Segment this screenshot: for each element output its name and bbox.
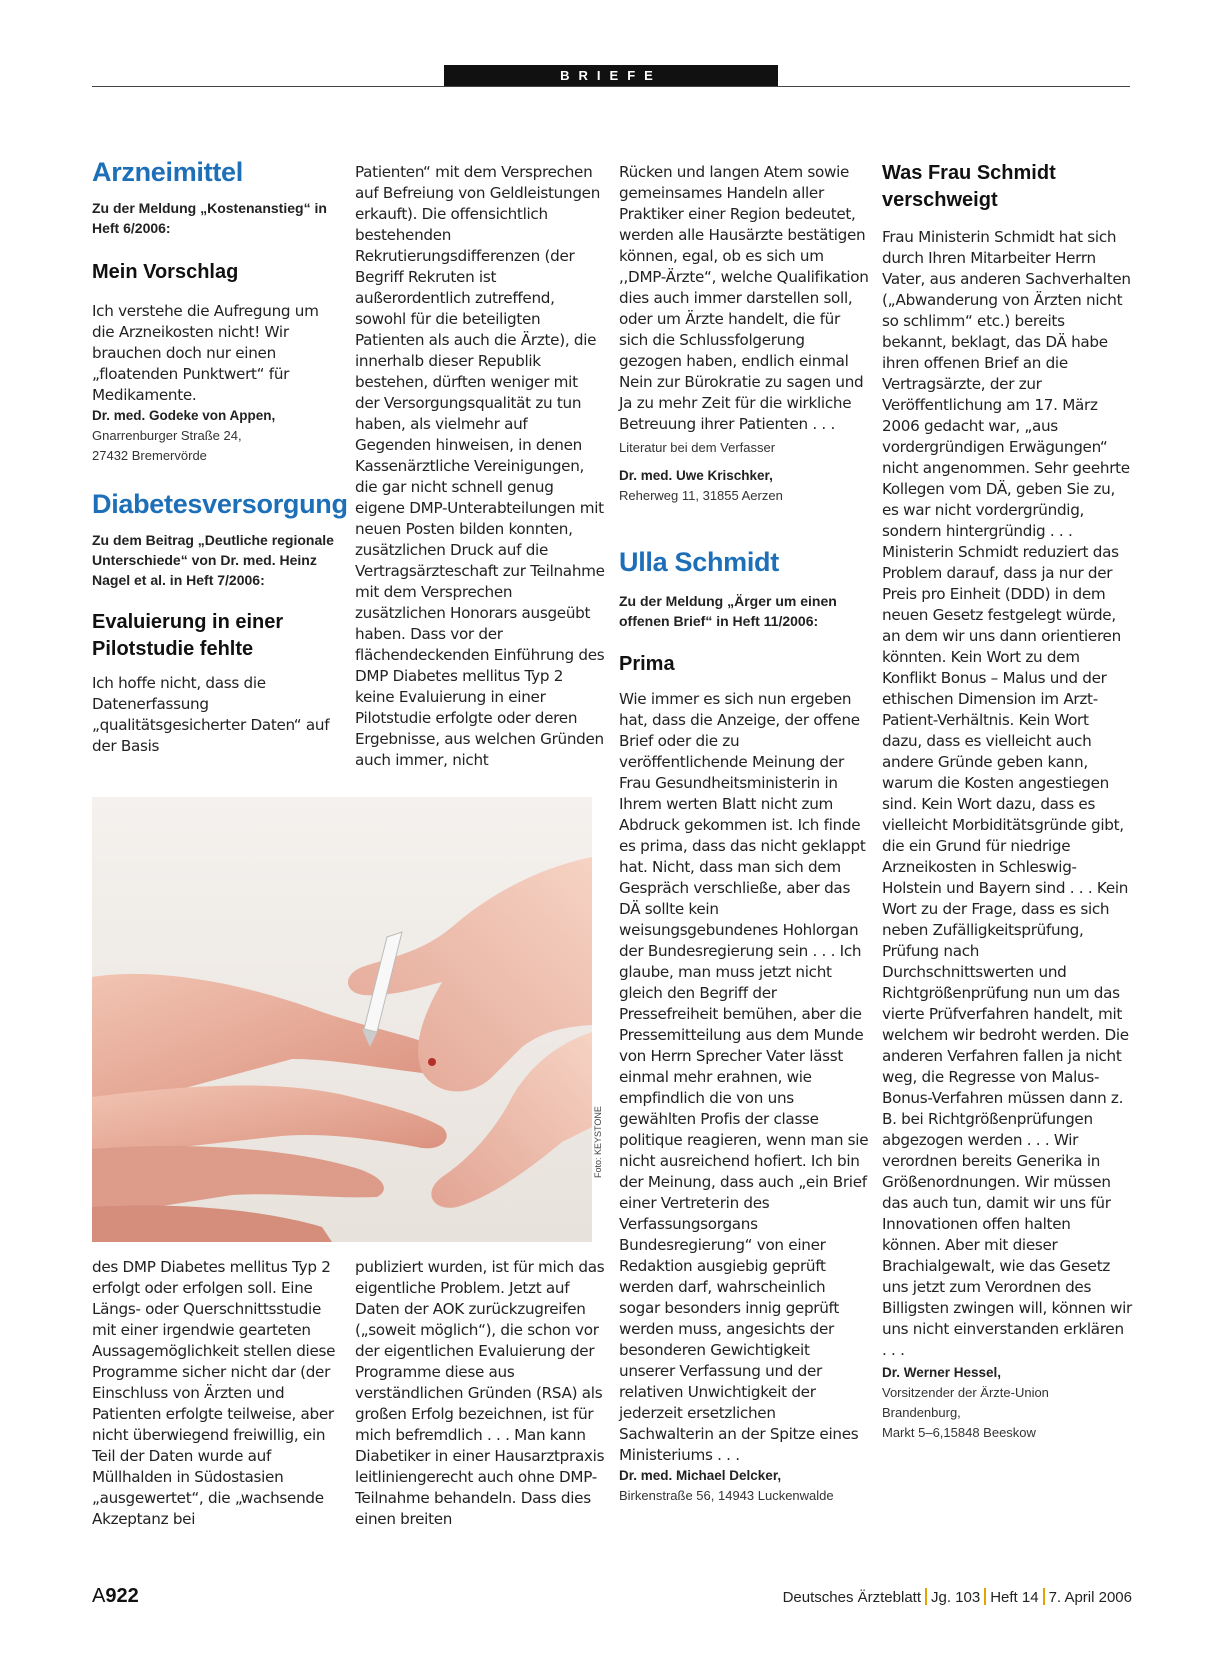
letter-body-continued: publiziert wurden, ist für mich das eigentliche Problem. Jetzt auf Daten der AOK zurückzugreifen („soweit möglich“), die schon vor der eigentlichen Evaluierung der Programme diese aus verständlichen Gründen (RSA) als großen Erfolg bezeichnen, ist für mich befremdlich . . . Man kann Diabetiker in einer Hausarztpraxis leitliniengerecht auch ohne DMP-Teilnahme behandeln. Dass dies einen breiten	[355, 1258, 605, 1528]
letter-body: Ich verstehe die Aufregung um die Arzneikosten nicht! Wir brauchen doch nur einen „floatenden Punktwert“ für Medikamente.	[92, 302, 319, 404]
letter-body: Wie immer es sich nun ergeben hat, dass die Anzeige, der offene Brief oder die zu veröffentlichende Meinung der Frau Gesundheitsministerin in Ihrem werten Blatt nicht zum Abdruck gekommen ist. Ich finde es prima, dass das nicht geklappt hat. Nicht, dass man sich dem Gespräch verschließe, aber das DÄ sollte kein weisungsgebundenes Hohlorgan der Bundesregierung sein . . . Ich glaube, man muss jetzt nicht gleich den Begriff der Pressefreiheit bemühen, aber die Pressemitteilung aus dem Munde von Herrn Sprecher Vater lässt einmal mehr erahnen, wie empfindlich die von uns gewählten Profis der classe politique reagieren, wenn man sie nicht ausreichend hofiert. Ich bin der Meinung, dass auch „ein Brief einer Vertreterin des Verfassungsorgans Bundesregierung“ von einer Redaktion ausgiebig geprüft werden darf, wahrscheinlich sogar besonders innig geprüft werden muss, angesichts der besonderen Gewichtigkeit unserer Verfassung und der relativen Unwichtigkeit der jederzeit ersetzlichen Sachwalterin an der Spitze eines Ministeriums . . .	[619, 690, 869, 1464]
journal-name: Deutsches Ärzteblatt	[782, 1589, 921, 1606]
separator	[925, 1588, 927, 1605]
author-address: Brandenburg,	[882, 1405, 961, 1420]
page-prefix: A	[92, 1585, 106, 1607]
section-header: BRIEFE	[444, 65, 778, 86]
author-address: Reherweg 11, 31855 Aerzen	[619, 488, 783, 503]
literature-note: Literatur bei dem Verfasser	[619, 440, 776, 455]
column-4	[882, 160, 1132, 1443]
reference-note: Zu dem Beitrag „Deutliche regionale Unterschiede“ von Dr. med. Heinz Nagel et al. in Heft 7/2006:	[92, 532, 334, 588]
author-address: Birkenstraße 56, 14943 Luckenwalde	[619, 1488, 834, 1503]
author-address: Vorsitzender der Ärzte-Union	[882, 1385, 1049, 1400]
column-3	[619, 162, 869, 1506]
reference-note: Zu der Meldung „Ärger um einen offenen Brief“ in Heft 11/2006:	[619, 593, 837, 629]
section-title-ulla-schmidt: Ulla Schmidt	[619, 547, 779, 577]
letter-headline: Mein Vorschlag	[92, 261, 239, 283]
letter-body: Ich hoffe nicht, dass die Datenerfassung „qualitätsgesicherter Daten“ auf der Basis	[92, 674, 330, 755]
author-address: Markt 5–6,15848 Beeskow	[882, 1425, 1036, 1440]
letter-body-continued: des DMP Diabetes mellitus Typ 2 erfolgt oder erfolgen soll. Eine Längs- oder Querschnittsstudie mit einer irgendwie gearteten Aussagemöglichkeit stellen diese Programme sicher nicht dar (der Einschluss von Ärzten und Patienten erfolgte teilweise, aber nicht überwiegend freiwillig, ein Teil der Daten wurde auf Müllhalden in Südostasien „ausgewertet“, die „wachsende Akzeptanz bei	[92, 1258, 336, 1528]
journal-date: 7. April 2006	[1048, 1589, 1132, 1606]
letter-headline: Prima	[619, 653, 675, 675]
article-photo	[92, 797, 592, 1242]
separator	[984, 1588, 986, 1605]
photo-credit: Foto: KEYSTONE	[593, 1106, 603, 1178]
column-2-top	[355, 162, 605, 771]
author-name: Dr. med. Uwe Krischker,	[619, 468, 773, 483]
column-1-top	[92, 155, 348, 757]
letter-headline: Evaluierung in einer Pilotstudie fehlte	[92, 611, 284, 660]
page-number	[92, 1585, 139, 1608]
letter-body-continued: Patienten“ mit dem Versprechen auf Befreiung von Geldleistungen erkauft). Die offensichtlich bestehenden Rekrutierungsdifferenzen (der Begriff Rekruten ist außerordentlich zutreffend, sowohl für die beteiligten Patienten als auch die Ärzte), die innerhalb dieser Republik bestehen, dürften weniger mit der Versorgungsqualität zu tun haben, als vielmehr auf Gegenden hinweisen, in denen Kassenärztliche Vereinigungen, die gar nicht schnell genug eigene DMP-Unterabteilungen mit neuen Posten bilden konnten, zusätzlichen Druck auf die Vertragsärzteschaft zur Teilnahme mit dem Versprechen zusätzlichen Honorars ausgeübt haben. Dass vor der flächendeckenden Einführung des DMP Diabetes mellitus Typ 2 keine Evaluierung in einer Pilotstudie erfolgte oder deren Ergebnisse, aus welchen Gründen auch immer, nicht	[355, 163, 605, 769]
finger-prick-photo	[92, 797, 592, 1242]
letter-body-continued: Rücken und langen Atem sowie gemeinsames Handeln aller Praktiker einer Region bedeutet, werden alle Hausärzte bestätigen können, egal, ob es sich um ,,DMP-Ärzte“, welche Qualifikation dies auch immer darstellen soll, oder um Ärzte handelt, die für sich die Schlussfolgerung gezogen haben, endlich einmal Nein zur Bürokratie zu sagen und Ja zu mehr Zeit für die wirkliche Betreuung ihrer Patienten . . .	[619, 163, 869, 433]
author-name: Dr. Werner Hessel,	[882, 1365, 1002, 1380]
journal-volume: Jg. 103	[931, 1589, 981, 1606]
author-address: Gnarrenburger Straße 24,	[92, 428, 242, 443]
author-address: 27432 Bremervörde	[92, 448, 207, 463]
author-name: Dr. med. Michael Delcker,	[619, 1468, 782, 1483]
header-rule	[92, 86, 1130, 87]
section-title-arzneimittel: Arzneimittel	[92, 157, 243, 187]
letter-body: Frau Ministerin Schmidt hat sich durch Ihren Mitarbeiter Herrn Vater, aus anderen Sachverhalten („Abwanderung von Ärzten nicht so schlimm“ etc.) bereits bekannt, beklagt, das DÄ habe ihren offenen Brief an die Vertragsärzte, der zur Veröffentlichung am 17. März 2006 gedacht war, „aus vordergründigen Erwägungen“ nicht angenommen. Sehr geehrte Kollegen vom DÄ, geben Sie zu, es war nicht vordergründig, sondern hintergründig . . . Ministerin Schmidt reduziert das Problem darauf, dass ja nur der Preis pro Einheit (DDD) in dem neuen Gesetz festgelegt würde, an dem wir uns dann orientieren könnten. Kein Wort zu dem Konflikt Bonus – Malus und der ethischen Dimension im Arzt-Patient-Verhältnis. Kein Wort dazu, dass es vielleicht auch andere Gründe geben kann, warum die Kosten angestiegen sind. Kein Wort dazu, dass es vielleicht Morbiditätsgründe gibt, die ein Grund für niedrige Arzneikosten in Schleswig-Holstein und Bayern sind . . . Kein Wort zu der Frage, dass es sich neben Zufälligkeitsprüfung, Prüfung nach Durchschnittswerten und Richtgrößenprüfung nun um das vierte Prüfverfahren handelt, mit welchem wir bedroht werden. Die anderen Verfahren fallen ja nicht weg, die Regresse von Malus-Bonus-Verfahren müssen dann z. B. bei Richtgrößenprüfungen abgezogen werden . . . Wir verordnen bereits Generika in Größenordnungen. Wir müssen das auch tun, damit wir uns für Innovationen offen halten können. Aber mit dieser Brachialgewalt, wie das Gesetz uns jetzt zum Verordnen des Billigsten zwingen will, können wir uns nicht einverstanden erklären . . .	[882, 228, 1132, 1359]
page-number-value: 922	[105, 1585, 139, 1607]
separator	[1043, 1588, 1045, 1605]
section-title-diabetesversorgung: Diabetesversorgung	[92, 489, 348, 519]
journal-issue: Heft 14	[990, 1589, 1039, 1606]
column-1-bottom	[92, 1257, 342, 1530]
letter-headline: Was Frau Schmidt verschweigt	[882, 162, 1056, 211]
column-2-bottom	[355, 1257, 605, 1530]
author-name: Dr. med. Godeke von Appen,	[92, 408, 276, 423]
reference-note: Zu der Meldung „Kostenanstieg“ in Heft 6/2006:	[92, 200, 327, 236]
journal-info	[783, 1588, 1132, 1606]
